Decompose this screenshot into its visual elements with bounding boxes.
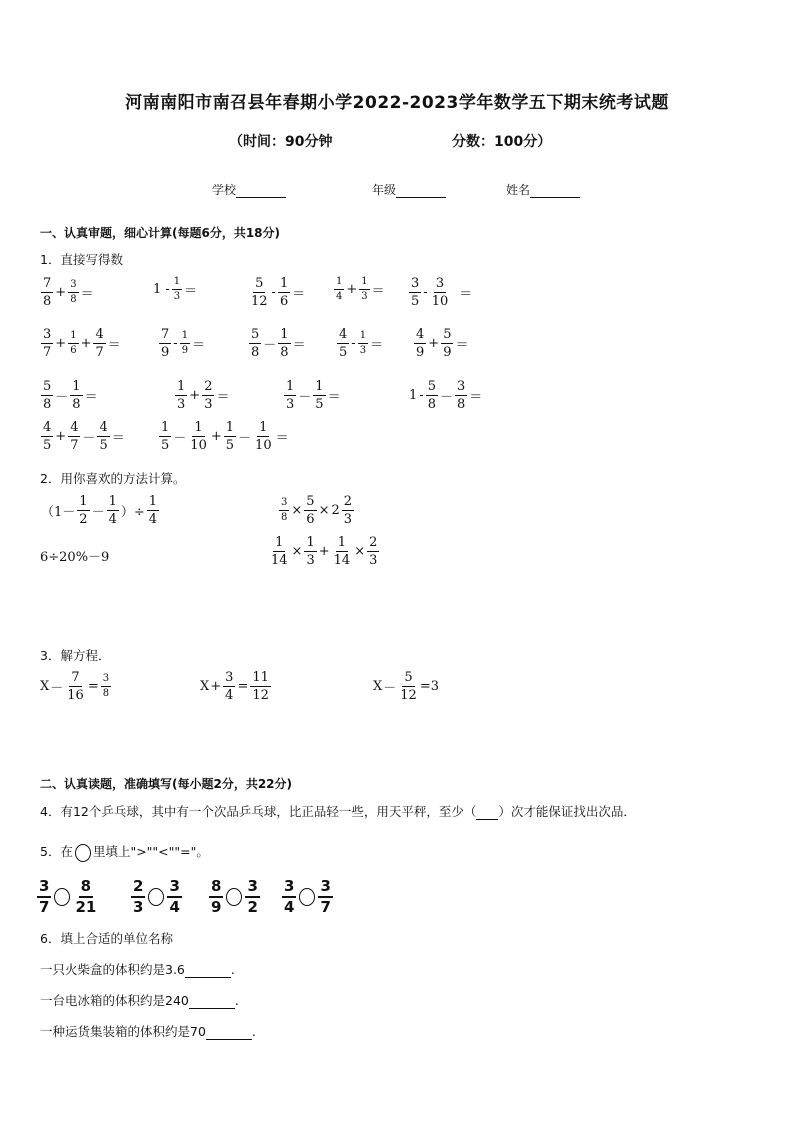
q2-expr-3: 6÷20%－9 [40,550,110,565]
school-blank[interactable] [236,185,286,198]
section1-heading: 一、认真审题，细心计算(每题6分，共18分) [40,226,281,240]
compare-circle-2[interactable] [148,888,164,906]
q6-label: 6．填上合适的单位名称 [40,931,173,946]
expr-1-4: $\frac{1}{4}$ + $\frac{1}{3}$ ＝ [336,276,385,302]
page-title: 河南南阳市南召县年春期小学2022-2023学年数学五下期末统考试题 [125,93,669,113]
q1-label: 1．直接写得数 [40,252,123,267]
compare-3: $\frac{8}{9}$ $\frac{3}{2}$ [211,877,258,916]
q4-text: 4．有12个乒乓球，其中有一个次品乒乓球，比正品轻一些，用天平秤，至少（ ）次才能保证找出次品． [40,804,636,819]
time-label: （时间：90分钟 [229,134,333,150]
expr-2-5: $\frac{4}{9}$ + $\frac{5}{9}$ ＝ [416,327,469,360]
compare-2: $\frac{2}{3}$ $\frac{3}{4}$ [133,877,180,916]
q6-blank-3[interactable] [206,1027,252,1040]
q2-expr-1: （1－ $\frac{1}{2}$ － $\frac{1}{4}$ ）÷ $\frac{1}{4}$ [41,494,158,527]
equation-3: X － $\frac{5}{12}$ =3 [373,670,439,703]
score-label: 分数：100分） [452,134,552,150]
q2-expr-2: $\frac{3}{8}$ × $\frac{5}{6}$ × 2 $\frac{2}{3}$ [281,494,353,527]
expr-2-2: $\frac{7}{9}$ - $\frac{1}{9}$ ＝ [161,327,206,360]
expr-1-1: $\frac{7}{8}$ + $\frac{3}{8}$ ＝ [43,276,94,309]
q6-line-1: 一只火柴盒的体积约是3.6 . [40,962,235,977]
q3-label: 3．解方程． [40,648,111,663]
q5-text: 5．在 里填上">""<""="。 [40,842,209,862]
grade-label: 年级 [372,183,397,197]
q6-line-2: 一台电冰箱的体积约是240 . [40,993,239,1008]
q2-expr-4: $\frac{1}{14}$ × $\frac{1}{3}$ + $\frac{1}{14}$ × $\frac{2}{3}$ [271,535,378,568]
expr-2-4: $\frac{4}{5}$ - $\frac{1}{3}$ ＝ [339,327,384,360]
expr-2-1: $\frac{3}{7}$ + $\frac{1}{6}$ + $\frac{4}{7}$ ＝ [43,327,121,360]
compare-1: $\frac{3}{7}$ $\frac{8}{21}$ [39,877,97,916]
compare-circle-1[interactable] [54,888,70,906]
expr-3-4: 1 - $\frac{5}{8}$ － $\frac{3}{8}$ ＝ [409,379,483,412]
q6-blank-1[interactable] [185,965,231,978]
expr-4-2: $\frac{1}{5}$ － $\frac{1}{10}$ + $\frac{1}{5}$ － $\frac{1}{10}$ ＝ [161,420,289,453]
q4-answer-blank[interactable] [476,807,498,820]
compare-circle-4[interactable] [299,888,315,906]
expr-4-1: $\frac{4}{5}$ + $\frac{4}{7}$ － $\frac{4}{5}$ ＝ [43,420,125,453]
expr-3-3: $\frac{1}{3}$ － $\frac{1}{5}$ ＝ [286,379,341,412]
expr-1-5: $\frac{3}{5}$ - $\frac{3}{10}$ ＝ [411,276,473,309]
expr-1-2: 1 - $\frac{1}{3}$ ＝ [153,276,198,302]
circle-icon [75,844,91,862]
expr-3-2: $\frac{1}{3}$ + $\frac{2}{3}$ ＝ [177,379,230,412]
expr-1-3: $\frac{5}{12}$ - $\frac{1}{6}$ ＝ [251,276,306,309]
q6-line-3: 一种运货集装箱的体积约是70 . [40,1024,256,1039]
equation-1: X － $\frac{7}{16}$ = $\frac{3}{8}$ [40,670,110,703]
equation-2: X + $\frac{3}{4}$ = $\frac{11}{12}$ [200,670,269,703]
name-label: 姓名 [506,183,531,197]
grade-blank[interactable] [396,185,446,198]
expr-2-3: $\frac{5}{8}$ － $\frac{1}{8}$ ＝ [251,327,306,360]
compare-circle-3[interactable] [226,888,242,906]
q2-label: 2．用你喜欢的方法计算。 [40,471,186,486]
section2-heading: 二、认真读题，准确填写(每小题2分，共22分) [40,777,293,791]
expr-3-1: $\frac{5}{8}$ － $\frac{1}{8}$ ＝ [43,379,98,412]
q6-blank-2[interactable] [189,996,235,1009]
compare-4: $\frac{3}{4}$ $\frac{3}{7}$ [284,877,331,916]
school-label: 学校 [212,183,237,197]
name-blank[interactable] [530,185,580,198]
